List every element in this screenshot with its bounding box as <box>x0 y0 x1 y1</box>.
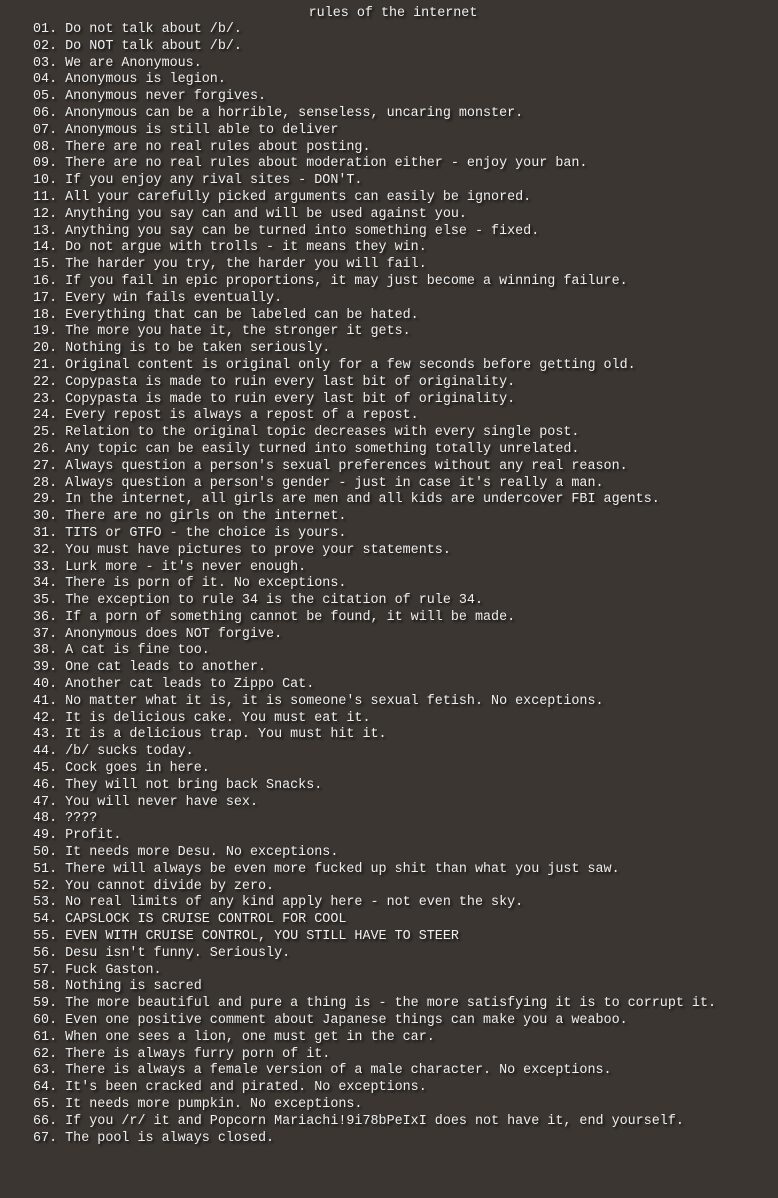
rule-item: 46. They will not bring back Snacks. <box>33 777 323 793</box>
rule-item: 10. If you enjoy any rival sites - DON'T. <box>33 173 363 189</box>
rule-item: 45. Cock goes in here. <box>33 761 210 777</box>
rule-item: 23. Copypasta is made to ruin every last bit of originality. <box>33 391 516 407</box>
rule-item: 51. There will always be even more fucked up shit than what you just saw. <box>33 861 620 877</box>
rule-item: 55. EVEN WITH CRUISE CONTROL, YOU STILL HAVE TO STEER <box>33 929 459 945</box>
rule-item: 30. There are no girls on the internet. <box>33 509 347 525</box>
rule-item: 40. Another cat leads to Zippo Cat. <box>33 677 315 693</box>
rule-item: 14. Do not argue with trolls - it means they win. <box>33 240 427 256</box>
rule-item: 03. We are Anonymous. <box>33 55 202 71</box>
rule-item: 42. It is delicious cake. You must eat it. <box>33 710 371 726</box>
rule-item: 60. Even one positive comment about Japanese things can make you a weaboo. <box>33 1013 628 1029</box>
rule-item: 39. One cat leads to another. <box>33 660 267 676</box>
rule-item: 50. It needs more Desu. No exceptions. <box>33 845 339 861</box>
rule-item: 34. There is porn of it. No exceptions. <box>33 576 347 592</box>
rule-item: 37. Anonymous does NOT forgive. <box>33 626 283 642</box>
rule-item: 18. Everything that can be labeled can be hated. <box>33 307 419 323</box>
rule-item: 36. If a porn of something cannot be found, it will be made. <box>33 609 516 625</box>
rule-item: 02. Do NOT talk about /b/. <box>33 38 242 54</box>
rule-item: 13. Anything you say can be turned into something else - fixed. <box>33 223 540 239</box>
rule-item: 48. ???? <box>33 811 98 827</box>
rule-item: 67. The pool is always closed. <box>33 1130 275 1146</box>
rule-item: 38. A cat is fine too. <box>33 643 210 659</box>
rule-item: 63. There is always a female version of a male character. No exceptions. <box>33 1063 612 1079</box>
rule-item: 35. The exception to rule 34 is the citation of rule 34. <box>33 593 483 609</box>
rule-item: 24. Every repost is always a repost of a repost. <box>33 408 419 424</box>
rule-item: 47. You will never have sex. <box>33 794 258 810</box>
rule-item: 58. Nothing is sacred <box>33 979 202 995</box>
rules-list <box>33 22 716 1147</box>
rule-item: 41. No matter what it is, it is someone's sexual fetish. No exceptions. <box>33 693 604 709</box>
rule-item: 27. Always question a person's sexual preferences without any real reason. <box>33 458 628 474</box>
rule-item: 52. You cannot divide by zero. <box>33 878 275 894</box>
rule-item: 66. If you /r/ it and Popcorn Mariachi!9i78bPeIxI does not have it, end yourself. <box>33 1113 684 1129</box>
rule-item: 56. Desu isn't funny. Seriously. <box>33 945 291 961</box>
rule-item: 06. Anonymous can be a horrible, senseless, uncaring monster. <box>33 105 524 121</box>
rule-item: 25. Relation to the original topic decreases with every single post. <box>33 425 580 441</box>
page-title: rules of the internet <box>308 6 478 21</box>
rule-item: 11. All your carefully picked arguments can easily be ignored. <box>33 189 532 205</box>
rule-item: 07. Anonymous is still able to deliver <box>33 122 339 138</box>
rule-item: 26. Any topic can be easily turned into something totally unrelated. <box>33 441 580 457</box>
rule-item: 44. /b/ sucks today. <box>33 744 194 760</box>
rule-item: 05. Anonymous never forgives. <box>33 89 267 105</box>
rule-item: 49. Profit. <box>33 828 122 844</box>
rule-item: 59. The more beautiful and pure a thing is - the more satisfying it is to corrupt it. <box>33 996 717 1012</box>
rule-item: 29. In the internet, all girls are men and all kids are undercover FBI agents. <box>33 492 660 508</box>
rule-item: 09. There are no real rules about moderation either - enjoy your ban. <box>33 156 588 172</box>
rule-item: 32. You must have pictures to prove your statements. <box>33 542 451 558</box>
rule-item: 20. Nothing is to be taken seriously. <box>33 341 331 357</box>
rule-item: 17. Every win fails eventually. <box>33 290 283 306</box>
rule-item: 65. It needs more pumpkin. No exceptions. <box>33 1097 363 1112</box>
rule-item: 19. The more you hate it, the stronger it gets. <box>33 324 411 340</box>
rule-item: 01. Do not talk about /b/. <box>33 22 242 37</box>
rule-item: 31. TITS or GTFO - the choice is yours. <box>33 525 347 541</box>
rule-item: 43. It is a delicious trap. You must hit it. <box>33 727 387 743</box>
rule-item: 62. There is always furry porn of it. <box>33 1046 331 1062</box>
rule-item: 53. No real limits of any kind apply here - not even the sky. <box>33 895 524 911</box>
rule-item: 64. It's been cracked and pirated. No exceptions. <box>33 1080 427 1096</box>
rule-item: 28. Always question a person's gender - just in case it's really a man. <box>33 475 604 491</box>
rule-item: 12. Anything you say can and will be used against you. <box>33 206 467 222</box>
rule-item: 04. Anonymous is legion. <box>33 72 226 88</box>
rule-item: 22. Copypasta is made to ruin every last bit of originality. <box>33 374 516 390</box>
rule-item: 33. Lurk more - it's never enough. <box>33 559 307 575</box>
rule-item: 21. Original content is original only for a few seconds before getting old. <box>33 357 636 373</box>
rule-item: 15. The harder you try, the harder you will fail. <box>33 257 427 273</box>
rule-item: 16. If you fail in epic proportions, it may just become a winning failure. <box>33 273 628 289</box>
rule-item: 08. There are no real rules about posting. <box>33 139 371 155</box>
rule-item: 61. When one sees a lion, one must get in the car. <box>33 1029 435 1045</box>
rule-item: 57. Fuck Gaston. <box>33 962 162 978</box>
rule-item: 54. CAPSLOCK IS CRUISE CONTROL FOR COOL <box>33 912 347 928</box>
